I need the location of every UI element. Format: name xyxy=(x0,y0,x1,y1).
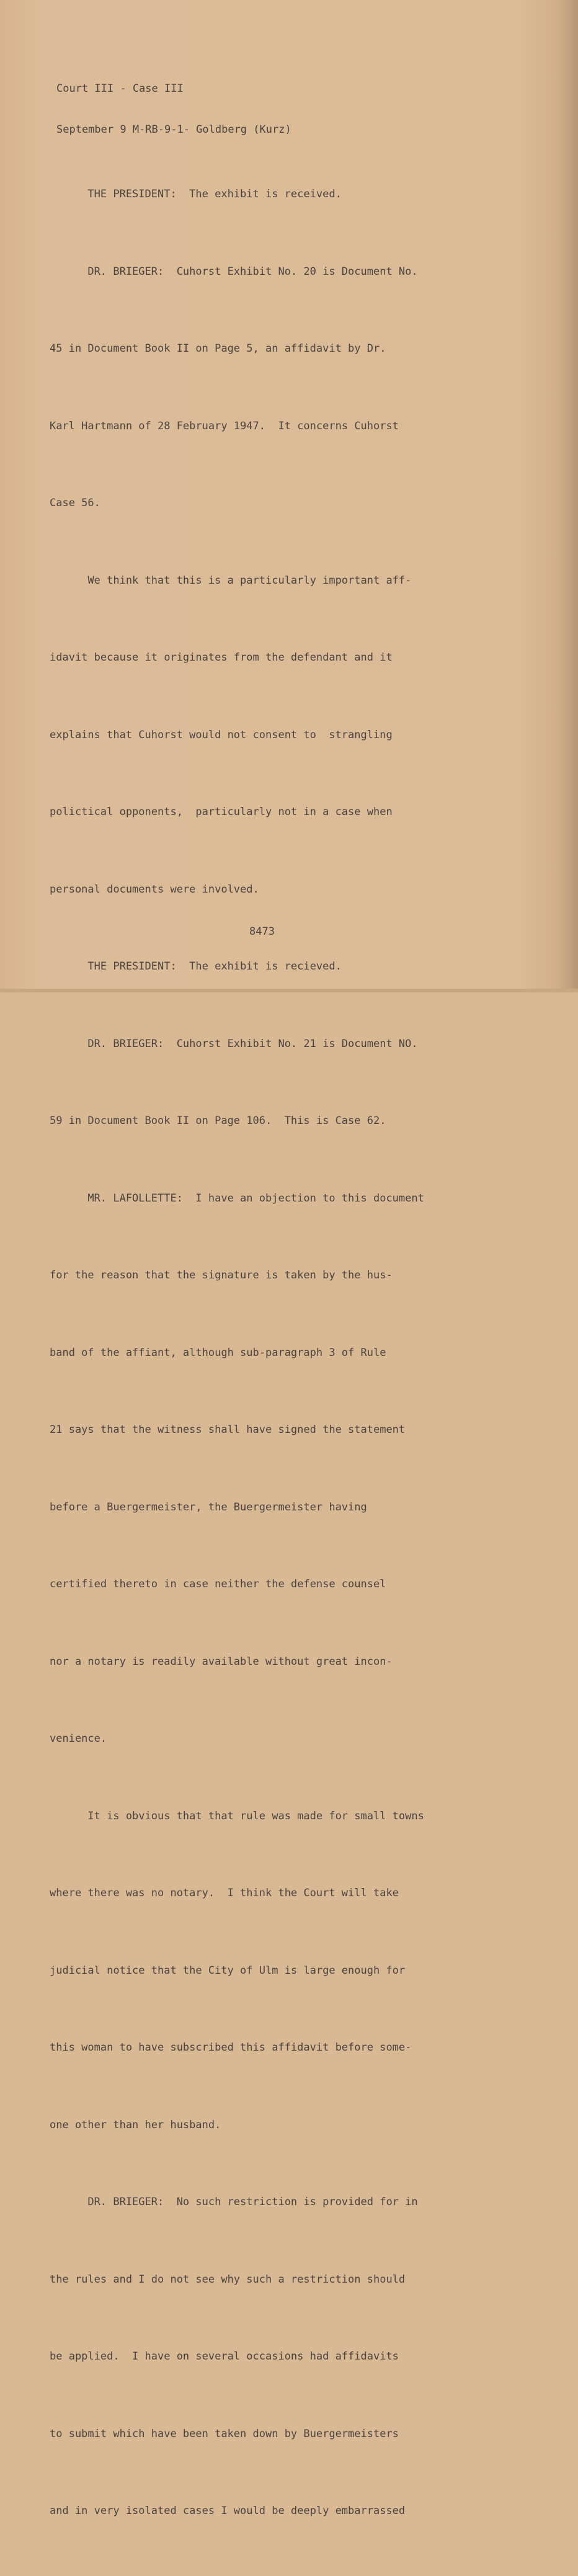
transcript-line: explains that Cuhorst would not consent to strangling xyxy=(50,728,393,741)
transcript-line: to submit which have been taken down by Buergermeisters xyxy=(50,2427,399,2440)
transcript-line: 45 in Document Book II on Page 5, an affidavit by Dr. xyxy=(50,342,386,355)
transcript-line: It is obvious that that rule was made for small towns xyxy=(50,1809,424,1822)
transcript-line: judicial notice that the City of Ulm is large enough for xyxy=(50,1964,406,1977)
transcript-line: nor a notary is readily available without great incon- xyxy=(50,1655,393,1668)
transcript-line: THE PRESIDENT: The exhibit is recieved. xyxy=(50,960,342,973)
transcript-line: certified thereto in case neither the defense counsel xyxy=(50,1578,386,1590)
header-court-line: Court III - Case III xyxy=(56,82,184,95)
transcript-body xyxy=(50,130,496,2576)
transcript-line: idavit because it originates from the defendant and it xyxy=(50,651,393,664)
transcript-line: where there was no notary. I think the Court will take xyxy=(50,1887,399,1899)
transcript-line: band of the affiant, although sub-paragraph 3 of Rule xyxy=(50,1346,386,1359)
header-date-line: September 9 M-RB-9-1- Goldberg (Kurz) xyxy=(56,123,291,136)
transcript-line: 21 says that the witness shall have signed the statement xyxy=(50,1424,406,1436)
transcript-line: DR. BRIEGER: No such restriction is provided for in xyxy=(50,2196,418,2208)
transcript-line: Case 56. xyxy=(50,497,100,509)
transcript-line: Karl Hartmann of 28 February 1947. It concerns Cuhorst xyxy=(50,419,399,432)
transcript-line: before a Buergermeister, the Buergermeister having xyxy=(50,1500,367,1513)
transcript-line: for the reason that the signature is taken by the hus- xyxy=(50,1269,393,1281)
transcript-line: DR. BRIEGER: Cuhorst Exhibit No. 21 is Document NO. xyxy=(50,1037,418,1050)
transcript-line: We think that this is a particularly important aff- xyxy=(50,574,412,587)
transcript-line: be applied. I have on several occasions had affidavits xyxy=(50,2350,399,2363)
paper-edge xyxy=(557,0,578,992)
transcript-line: polictical opponents, particularly not in a case when xyxy=(50,806,393,818)
transcript-line: DR. BRIEGER: Cuhorst Exhibit No. 20 is Document No. xyxy=(50,265,418,278)
transcript-line: the rules and I do not see why such a restriction should xyxy=(50,2273,406,2286)
transcript-line: personal documents were involved. xyxy=(50,883,259,896)
transcript-line: 59 in Document Book II on Page 106. This is Case 62. xyxy=(50,1115,386,1127)
transcript-line: MR. LAFOLLETTE: I have an objection to this document xyxy=(50,1192,424,1205)
transcript-line: venience. xyxy=(50,1732,107,1745)
transcript-line: this woman to have subscribed this affidavit before some- xyxy=(50,2041,412,2054)
transcript-line: and in very isolated cases I would be deeply embarrassed xyxy=(50,2505,406,2517)
transcript-line: THE PRESIDENT: The exhibit is received. xyxy=(50,188,342,200)
transcript-line: one other than her husband. xyxy=(50,2118,221,2131)
page-number: 8473 xyxy=(249,925,275,938)
